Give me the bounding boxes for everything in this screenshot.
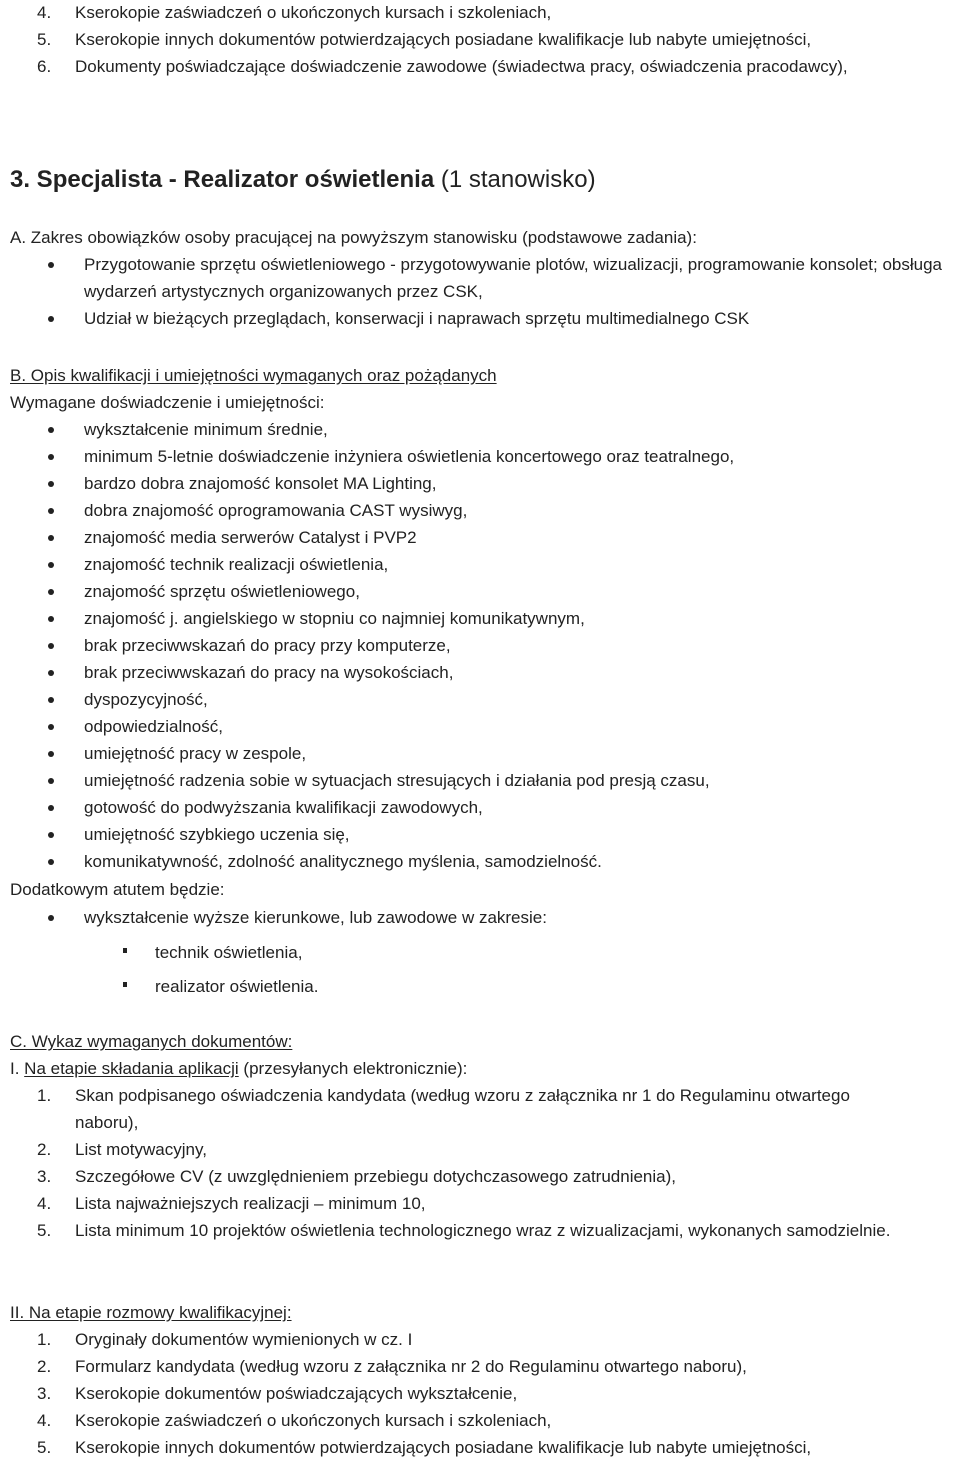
list-item: umiejętność pracy w zespole,	[0, 740, 960, 767]
bullet-icon	[48, 670, 54, 676]
bullet-icon	[48, 508, 54, 514]
extra-list	[0, 904, 960, 931]
list-item: bardzo dobra znajomość konsolet MA Lighting,	[0, 470, 960, 497]
bullet-icon	[48, 643, 54, 649]
list-item: gotowość do podwyższania kwalifikacji zawodowych,	[0, 794, 960, 821]
bullet-icon	[48, 915, 54, 921]
stage1-title: I. Na etapie składania aplikacji (przesyłanych elektronicznie):	[10, 1059, 468, 1078]
square-bullet-icon	[123, 982, 127, 987]
list-item: Przygotowanie sprzętu oświetleniowego - przygotowywanie plotów, wizualizacji, programowanie konsolet; obsługa wydarzeń artystycznych organizowanych przez CSK,	[0, 251, 960, 305]
list-item: wykształcenie minimum średnie,	[0, 416, 960, 443]
extra-sublist	[0, 939, 960, 1007]
list-item: znajomość sprzętu oświetleniowego,	[0, 578, 960, 605]
list-item: znajomość technik realizacji oświetlenia,	[0, 551, 960, 578]
list-item: odpowiedzialność,	[0, 713, 960, 740]
list-item: 1. Oryginały dokumentów wymienionych w cz. I	[37, 1330, 413, 1349]
list-item: 4. Kserokopie zaświadczeń o ukończonych kursach i szkoleniach,	[37, 1411, 552, 1430]
bullet-icon	[48, 562, 54, 568]
list-item: wykształcenie wyższe kierunkowe, lub zawodowe w zakresie:	[0, 904, 960, 931]
bullet-icon	[48, 427, 54, 433]
list-item: brak przeciwwskazań do pracy na wysokościach,	[0, 659, 960, 686]
bullet-icon	[48, 616, 54, 622]
list-item: 3. Szczegółowe CV (z uwzględnieniem przebiegu dotychczasowego zatrudnienia),	[37, 1167, 676, 1186]
bullet-icon	[48, 262, 54, 268]
list-item: dobra znajomość oprogramowania CAST wysiwyg,	[0, 497, 960, 524]
list-item: komunikatywność, zdolność analitycznego myślenia, samodzielność.	[0, 848, 960, 875]
list-item: 5. Kserokopie innych dokumentów potwierdzających posiadane kwalifikacje lub nabyte umiejętności,	[37, 30, 812, 49]
section-c-title: C. Wykaz wymaganych dokumentów:	[10, 1032, 293, 1051]
bullet-icon	[48, 832, 54, 838]
section-a-list	[0, 251, 960, 332]
bullet-icon	[48, 535, 54, 541]
list-item: umiejętność radzenia sobie w sytuacjach stresujących i działania pod presją czasu,	[0, 767, 960, 794]
bullet-icon	[48, 751, 54, 757]
list-item: 6. Dokumenty poświadczające doświadczenie zawodowe (świadectwa pracy, oświadczenia pracodawcy),	[37, 57, 848, 76]
list-item: znajomość media serwerów Catalyst i PVP2	[0, 524, 960, 551]
stage2-title: II. Na etapie rozmowy kwalifikacyjnej:	[10, 1303, 292, 1322]
bullet-icon	[48, 454, 54, 460]
bullet-icon	[48, 589, 54, 595]
bullet-icon	[48, 805, 54, 811]
stage1-list	[0, 1082, 960, 1244]
list-item: 3. Kserokopie dokumentów poświadczających wykształcenie,	[37, 1384, 518, 1403]
list-item: technik oświetlenia,	[0, 939, 960, 973]
list-item: umiejętność szybkiego uczenia się,	[0, 821, 960, 848]
list-item: realizator oświetlenia.	[0, 973, 960, 1007]
required-list	[0, 416, 960, 875]
list-item: 2. List motywacyjny,	[37, 1140, 207, 1159]
list-item: 1. Skan podpisanego oświadczenia kandydata (według wzoru z załącznika nr 1 do Regulaminu otwartego naboru),	[37, 1086, 850, 1132]
list-item: 2. Formularz kandydata (według wzoru z załącznika nr 2 do Regulaminu otwartego naboru),	[37, 1357, 747, 1376]
list-item: 4. Kserokopie zaświadczeń o ukończonych kursach i szkoleniach,	[37, 3, 552, 22]
list-item: 5. Kserokopie innych dokumentów potwierdzających posiadane kwalifikacje lub nabyte umiejętności,	[37, 1438, 812, 1457]
bullet-icon	[48, 724, 54, 730]
required-label: Wymagane doświadczenie i umiejętności:	[10, 393, 325, 412]
list-item: brak przeciwwskazań do pracy przy komputerze,	[0, 632, 960, 659]
stage2-list	[0, 1326, 960, 1461]
list-item: 5. Lista minimum 10 projektów oświetlenia technologicznego wraz z wizualizacjami, wykonanych samodzielnie.	[37, 1221, 891, 1240]
extra-label: Dodatkowym atutem będzie:	[10, 880, 225, 899]
list-item: Udział w bieżących przeglądach, konserwacji i naprawach sprzętu multimedialnego CSK	[0, 305, 960, 332]
bullet-icon	[48, 316, 54, 322]
list-item: dyspozycyjność,	[0, 686, 960, 713]
section-b-title: B. Opis kwalifikacji i umiejętności wymaganych oraz pożądanych	[10, 366, 497, 385]
section-a-title: A. Zakres obowiązków osoby pracującej na powyższym stanowisku (podstawowe zadania):	[10, 228, 697, 247]
section-heading: 3. Specjalista - Realizator oświetlenia (1 stanowisko)	[10, 166, 596, 193]
bullet-icon	[48, 697, 54, 703]
square-bullet-icon	[123, 948, 127, 953]
bullet-icon	[48, 481, 54, 487]
list-item: minimum 5-letnie doświadczenie inżyniera oświetlenia koncertowego oraz teatralnego,	[0, 443, 960, 470]
bullet-icon	[48, 859, 54, 865]
top-numbered-list	[0, 0, 960, 80]
list-item: 4. Lista najważniejszych realizacji – minimum 10,	[37, 1194, 426, 1213]
bullet-icon	[48, 778, 54, 784]
list-item: znajomość j. angielskiego w stopniu co najmniej komunikatywnym,	[0, 605, 960, 632]
